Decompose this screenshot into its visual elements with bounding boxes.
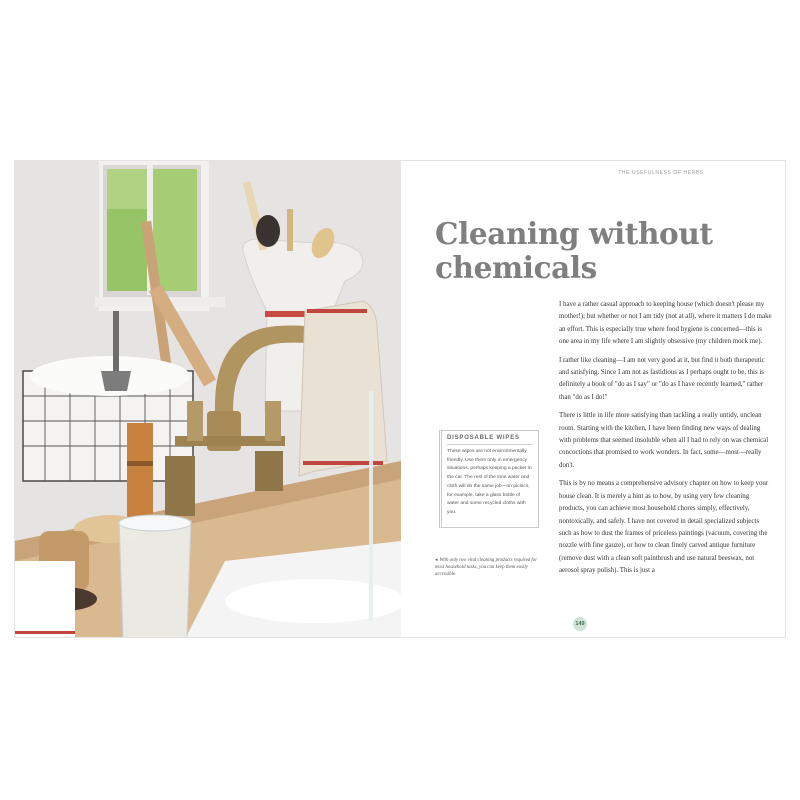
body-paragraph: There is little in life more satisfying than tackling a really untidy, unclean room. Starting with the kitchen, I have been finding new ways of dealing with problems that seemed insoluble when all I had to rely on was chemical concoctions that promised to work wonders. In fact, some—most—really don't.	[559, 412, 769, 469]
photo-caption	[435, 557, 539, 578]
body-paragraph: This is by no means a comprehensive advisory chapter on how to keep your house clean. It is merely a hint as to how, by using very few cleaning products, you can achieve most household chores simply, effectively, nontoxically, and safely. I have not covered in detail specialized subjects such as how to dust the frames of priceless paintings (vacuum, covering the nozzle with fine gauze), or how to clean finely carved antique furniture (remove dust with a clean soft paintbrush and use natural beeswax, not aerosol spray polish). This is just a	[559, 480, 769, 575]
title-line-1: Cleaning without	[435, 216, 713, 251]
page-title	[435, 217, 775, 285]
photo-illustration	[15, 161, 401, 638]
sidebar-body: These wipes are not environmentally friendly. Use them only in emergency situations, perhaps keeping a packet in the car. The rest of the time water and cloth will do the same job—on picnics, for example, take a glass bottle of water and some recycled cloths with you.	[447, 449, 532, 515]
caption-text: With only two vital cleaning products required for most household tasks, you can keep them easily accessible.	[435, 558, 538, 577]
caption-arrow-icon: ◂	[435, 558, 438, 563]
text-page	[401, 161, 786, 638]
page-number: 149	[573, 617, 587, 631]
book-spread	[14, 160, 786, 638]
body-text	[559, 299, 773, 584]
sidebar-box	[439, 430, 539, 528]
title-line-2: chemicals	[435, 250, 597, 285]
kitchen-sink-photo	[15, 161, 401, 638]
running-head: THE USEFULNESS OF HERBS	[618, 170, 704, 176]
sidebar-heading: DISPOSABLE WIPES	[447, 435, 533, 445]
body-paragraph: I have a rather casual approach to keeping house (which doesn't please my mother!); but whether or not I am tidy (not at all), where it matters I do make an effort. This is especially true where food hygiene is concerned—this is one area in my life where I am slightly obsessive (my children mock me).	[559, 301, 772, 346]
body-paragraph: I rather like cleaning—I am not very good at it, but find it both therapeutic and satisfying. Since I am not as fastidious as I perhaps ought to be, this is definitely a book of "do as I say" or "do as I have recently learned," rather than "do as I do!"	[559, 356, 765, 401]
